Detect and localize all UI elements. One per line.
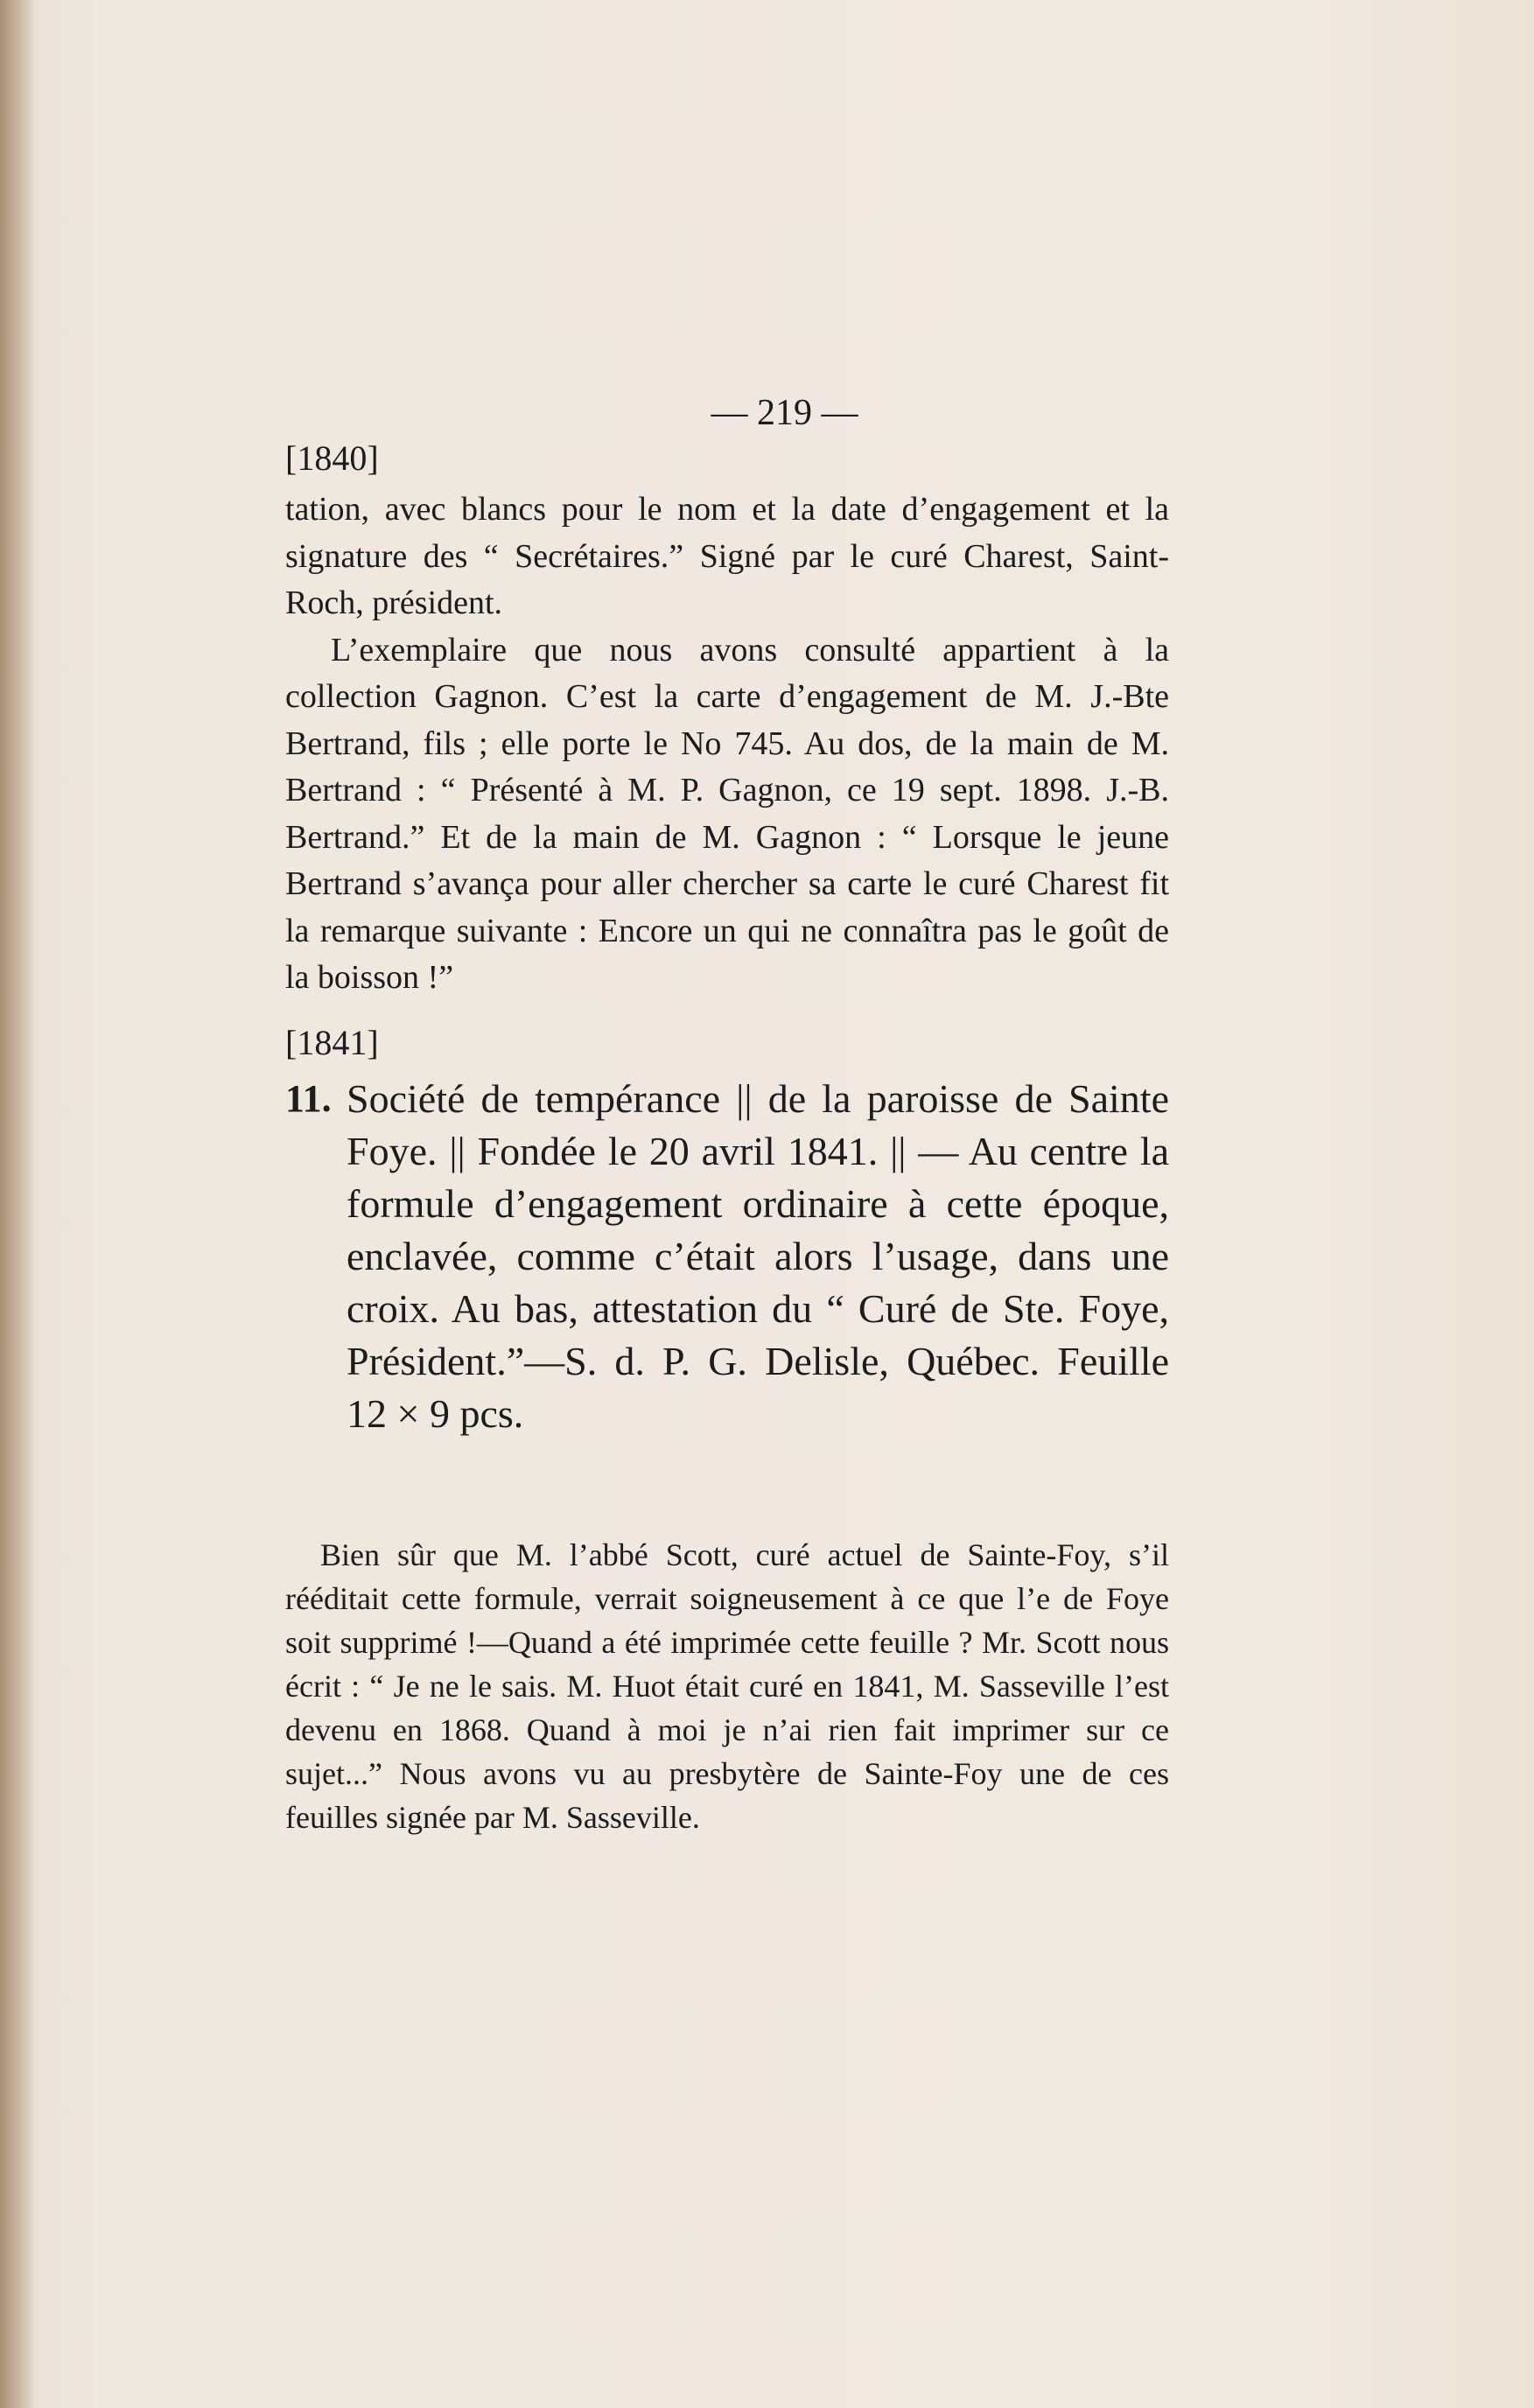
entry-description: Société de tempérance || de la paroisse de Sainte Foye. || Fondée le 20 avril 1841. || — Au centre la formule d’engagement ordinaire à cette époque, enclavée, comme c’était alors l’usage, dans une croix. Au bas, attestation du “ Curé de Ste. Foye, Président.”—S. d. P. G. Delisle, Québec. Feuille 12 × 9 pcs.: [347, 1076, 1169, 1436]
continuation-paragraph: tation, avec blancs pour le nom et la date d’engagement et la signature des “ Secrétaires.” Signé par le curé Charest, Saint-Roch, président.: [285, 491, 1169, 621]
text-block-1840: [285, 486, 1169, 1002]
year-heading-1840: [1840]: [285, 438, 379, 478]
entry-number: 11.: [285, 1077, 332, 1120]
page-spine-shadow: [0, 0, 35, 2408]
year-heading-1841: [1841]: [285, 1023, 379, 1062]
catalog-entry-11: [285, 1073, 1169, 1440]
collection-paragraph: L’exemplaire que nous avons consulté appartient à la collection Gagnon. C’est la carte d’engagement de M. J.-Bte Bertrand, fils ; elle porte le No 745. Au dos, de la main de M. Bertrand : “ Présenté à M. P. Gagnon, ce 19 sept. 1898. J.-B. Bertrand.” Et de la main de M. Gagnon : “ Lorsque le jeune Bertrand s’avança pour aller chercher sa carte le curé Charest fit la remarque suivante : Encore un qui ne connaîtra pas le goût de la boisson !”: [285, 631, 1169, 996]
note-paragraph: Bien sûr que M. l’abbé Scott, curé actuel de Sainte-Foy, s’il rééditait cette formule, verrait soigneusement à ce que l’e de Foye soit supprimé !—Quand a été imprimée cette feuille ? Mr. Scott nous écrit : “ Je ne le sais. M. Huot était curé en 1841, M. Sasseville l’est devenu en 1868. Quand à moi je n’ai rien fait imprimer sur ce sujet...” Nous avons vu au presbytère de Sainte-Foy une de ces feuilles signée par M. Sasseville.: [285, 1537, 1169, 1835]
entry-note: [285, 1533, 1169, 1839]
page-number: — 219 —: [711, 393, 858, 433]
